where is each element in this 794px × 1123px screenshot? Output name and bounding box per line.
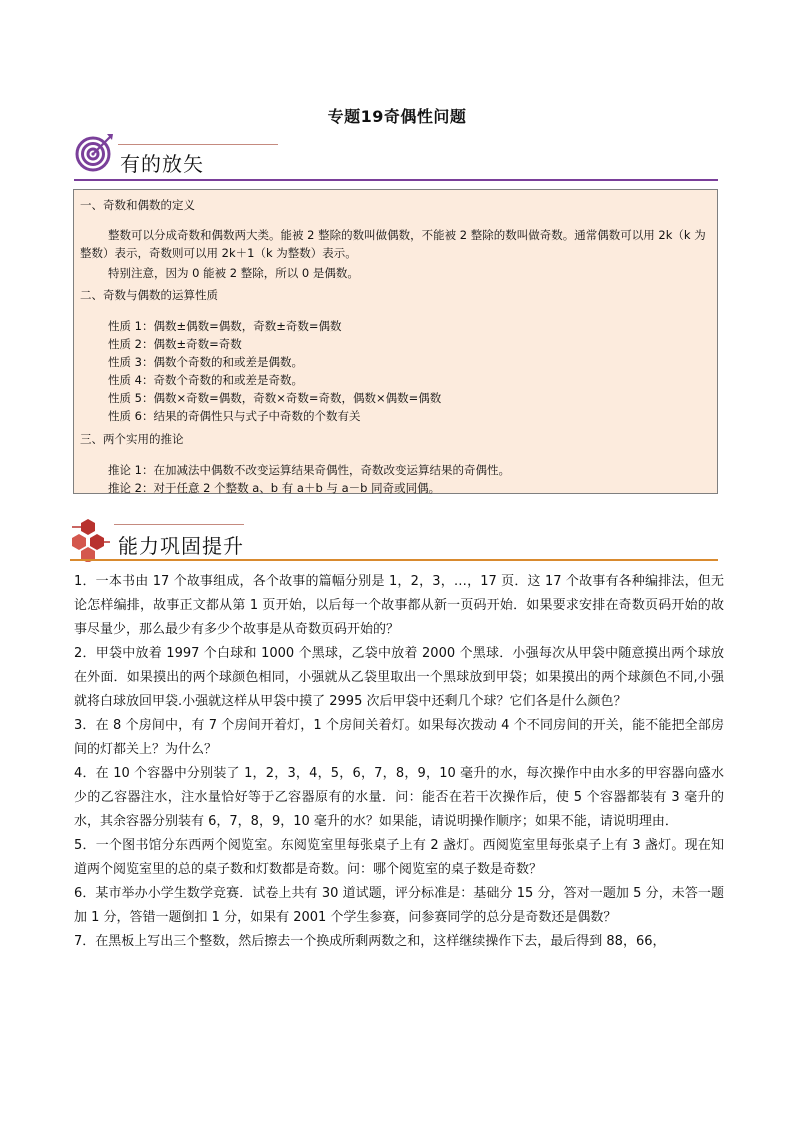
zero-note: 特别注意，因为 0 能被 2 整除，所以 0 是偶数。 — [108, 266, 359, 280]
property-2: 性质 2：偶数±奇数=奇数 — [108, 337, 242, 351]
question-item: 2．甲袋中放着 1997 个白球和 1000 个黑球，乙袋中放着 2000 个黑球．小强每次从甲袋中随意摸出两个球放在外面．如果摸出的两个球颜色相同，小强就从乙袋里取出一个黑球放到甲袋；如果摸出的两个球颜色不同,小强就将白球放回甲袋.小强就这样从甲袋中摸了 2995 次后甲袋中还剩几个球？它们各是什么颜色？ — [74, 646, 724, 709]
inference-2: 推论 2：对于任意 2 个整数 a、b 有 a＋b 与 a－b 同奇或同偶。 — [108, 481, 441, 495]
key-points-box — [73, 189, 718, 494]
heading-properties: 二、奇数与偶数的运算性质 — [80, 288, 218, 302]
page-title: 专题19奇偶性问题 — [327, 107, 467, 126]
definition-text: 整数可以分成奇数和偶数两大类。能被 2 整除的数叫做偶数，不能被 2 整除的数叫做奇数。通常偶数可以用 2k（k 为整数）表示，奇数则可以用 2k＋1（k 为整数）表示。 — [80, 228, 706, 260]
header-top-rule — [118, 144, 278, 145]
hexagon-cluster-icon — [66, 516, 110, 562]
question-item: 1．一本书由 17 个故事组成，各个故事的篇幅分别是 1，2，3，…，17 页．这 17 个故事有各种编排法，但无论怎样编排，故事正文都从第 1 页开始，以后每一个故事都从新一页码开始．如果要求安排在奇数页码开始的故事尽量少，那么最少有多少个故事是从奇数页码开始的？ — [74, 574, 724, 637]
header-divider — [74, 179, 718, 181]
question-list — [74, 570, 724, 954]
property-1: 性质 1：偶数±偶数=偶数，奇数±奇数=偶数 — [108, 319, 342, 333]
header-top-rule — [114, 524, 244, 525]
question-item: 3．在 8 个房间中，有 7 个房间开着灯，1 个房间关着灯。如果每次拨动 4 个不同房间的开关，能不能把全部房间的灯都关上？为什么？ — [74, 718, 724, 757]
section-title: 有的放矢 — [120, 152, 204, 176]
heading-definition: 一、奇数和偶数的定义 — [80, 198, 195, 212]
property-5: 性质 5：偶数×奇数=偶数，奇数×奇数=奇数，偶数×偶数=偶数 — [108, 391, 442, 405]
section-header-key-points — [74, 130, 718, 184]
question-item: 4．在 10 个容器中分别装了 1，2，3，4，5，6，7，8，9，10 毫升的水，每次操作中由水多的甲容器向盛水少的乙容器注水，注水量恰好等于乙容器原有的水量．问：能否在若干次操作后，使 5 个容器都装有 3 毫升的水，其余容器分别装有 6，7，8，9，10 毫升的水？如果能，请说明操作顺序；如果不能，请说明理由． — [74, 766, 724, 829]
question-item: 7．在黑板上写出三个整数，然后擦去一个换成所剩两数之和，这样继续操作下去，最后得到 88，66， — [74, 934, 666, 949]
question-item: 6．某市举办小学生数学竞赛．试卷上共有 30 道试题，评分标准是：基础分 15 分，答对一题加 5 分，未答一题加 1 分，答错一题倒扣 1 分，如果有 2001 个学生参赛，问参赛同学的总分是奇数还是偶数？ — [74, 886, 724, 925]
target-icon — [74, 132, 114, 172]
heading-inferences: 三、两个实用的推论 — [80, 432, 184, 446]
section-header-practice — [66, 516, 718, 566]
question-item: 5．一个图书馆分东西两个阅览室。东阅览室里每张桌子上有 2 盏灯。西阅览室里每张桌子上有 3 盏灯。现在知道两个阅览室里的总的桌子数和灯数都是奇数。问：哪个阅览室的桌子数是奇数？ — [74, 838, 724, 877]
property-6: 性质 6：结果的奇偶性只与式子中奇数的个数有关 — [108, 409, 361, 423]
header-divider — [70, 559, 718, 561]
property-4: 性质 4：奇数个奇数的和或差是奇数。 — [108, 373, 303, 387]
section-title: 能力巩固提升 — [118, 534, 244, 558]
property-3: 性质 3：偶数个奇数的和或差是偶数。 — [108, 355, 303, 369]
inference-1: 推论 1：在加减法中偶数不改变运算结果奇偶性，奇数改变运算结果的奇偶性。 — [108, 463, 510, 477]
